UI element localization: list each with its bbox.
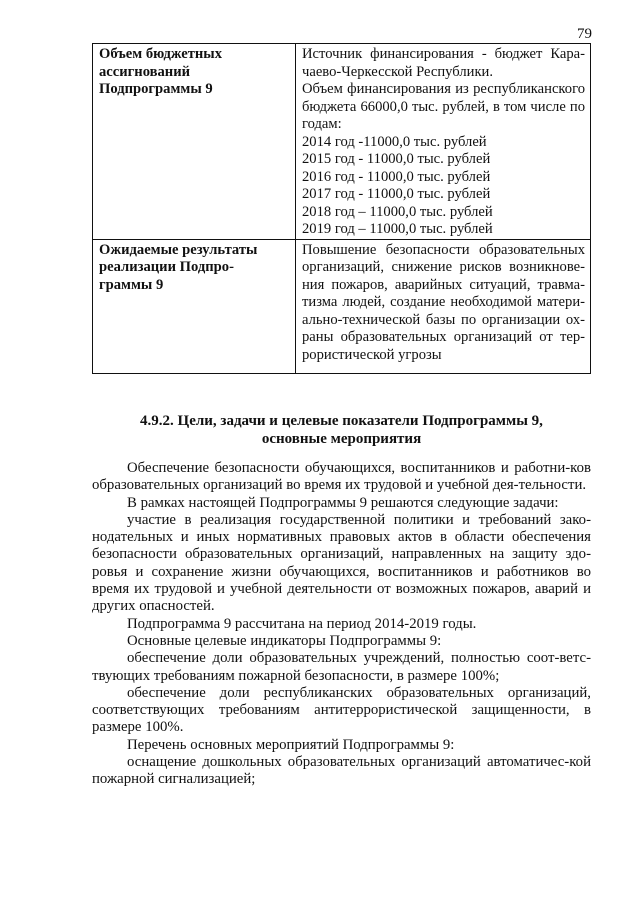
year-amount-line: 2017 год - 11000,0 тыс. рублей (302, 186, 491, 202)
subprogram-passport-table (92, 43, 591, 374)
row-content-line: Объем финансирования из республиканского (302, 81, 585, 97)
row-label-line: Объем бюджетных (99, 46, 222, 62)
row-label-line: Подпрограммы 9 (99, 81, 213, 97)
body-paragraph: Подпрограмма 9 рассчитана на период 2014-2019 годы. (127, 615, 477, 632)
year-amount-line: 2019 год – 11000,0 тыс. рублей (302, 221, 493, 237)
budget-label-cell (93, 44, 296, 240)
body-paragraph: участие в реализация государственной политики и требований зако-нодательных и иных нормативных правовых актов в области обеспечения безопасности образовательных организаций, направленных на защиту здо-ровья и сохранение жизни обучающихся, воспитанников и работников во время их трудовой и учебной деятельности от возможных пожаров, аварий и других опасностей. (92, 511, 591, 615)
body-paragraph: Перечень основных мероприятий Подпрограммы 9: (127, 736, 455, 753)
page-number: 79 (577, 26, 592, 42)
year-amount-line: 2015 год - 11000,0 тыс. рублей (302, 151, 491, 167)
row-content-line: Источник финансирования - бюджет Кара- (302, 46, 585, 62)
year-amount-line: 2016 год - 11000,0 тыс. рублей (302, 168, 491, 185)
row-content-line: тизма людей, создание необходимой матери- (302, 294, 585, 310)
row-content-line: организаций, снижение рисков возникнове- (302, 259, 585, 275)
row-content-line: рористической угрозы (302, 346, 442, 363)
body-paragraph: Обеспечение безопасности обучающихся, воспитанников и работни-ков образовательных организаций во время их трудовой и учебной дея-тельности. (92, 460, 591, 494)
row-content-line: ально-технической базы по организации ох- (302, 311, 585, 328)
table-row (93, 239, 591, 373)
results-content-cell (296, 239, 591, 373)
section-heading-line: основные мероприятия (261, 431, 422, 447)
section-heading-line: 4.9.2. Цели, задачи и целевые показатели Подпрограммы 9, (140, 413, 543, 429)
body-paragraph: Основные целевые индикаторы Подпрограммы 9: (127, 632, 442, 649)
body-paragraph: обеспечение доли республиканских образовательных организаций, соответствующих требованиям антитеррористической защищенности, в размере 100%. (92, 684, 591, 736)
year-amount-line: 2018 год – 11000,0 тыс. рублей (302, 203, 493, 220)
row-content-line: Повышение безопасности образовательных (302, 241, 585, 258)
row-content-line: чаево-Черкесской Республики. (302, 63, 493, 80)
row-label-line: реализации Подпро- (99, 259, 234, 275)
row-content-line: годам: (302, 116, 342, 132)
table-row (93, 44, 591, 240)
budget-content-cell (296, 44, 591, 240)
row-label-line: граммы 9 (99, 276, 164, 293)
body-paragraph: В рамках настоящей Подпрограммы 9 решаются следующие задачи: (127, 494, 559, 511)
row-content-line: ния пожаров, аварийных ситуаций, травма- (302, 276, 585, 293)
body-paragraph: обеспечение доли образовательных учреждений, полностью соот-ветс-твующих требованиям пожарной безопасности, в размере 100%; (92, 650, 591, 684)
row-label-line: ассигнований (99, 63, 191, 80)
year-amount-line: 2014 год -11000,0 тыс. рублей (302, 133, 487, 150)
row-label-line: Ожидаемые результаты (99, 241, 258, 258)
section-heading (92, 412, 591, 448)
results-label-cell (93, 239, 296, 373)
row-content-line: бюджета 66000,0 тыс. рублей, в том числе по (302, 98, 585, 115)
body-paragraph: оснащение дошкольных образовательных организаций автоматичес-кой пожарной сигнализацией; (92, 754, 591, 788)
row-content-line: раны образовательных организаций от тер- (302, 329, 585, 345)
section-body (92, 460, 591, 789)
